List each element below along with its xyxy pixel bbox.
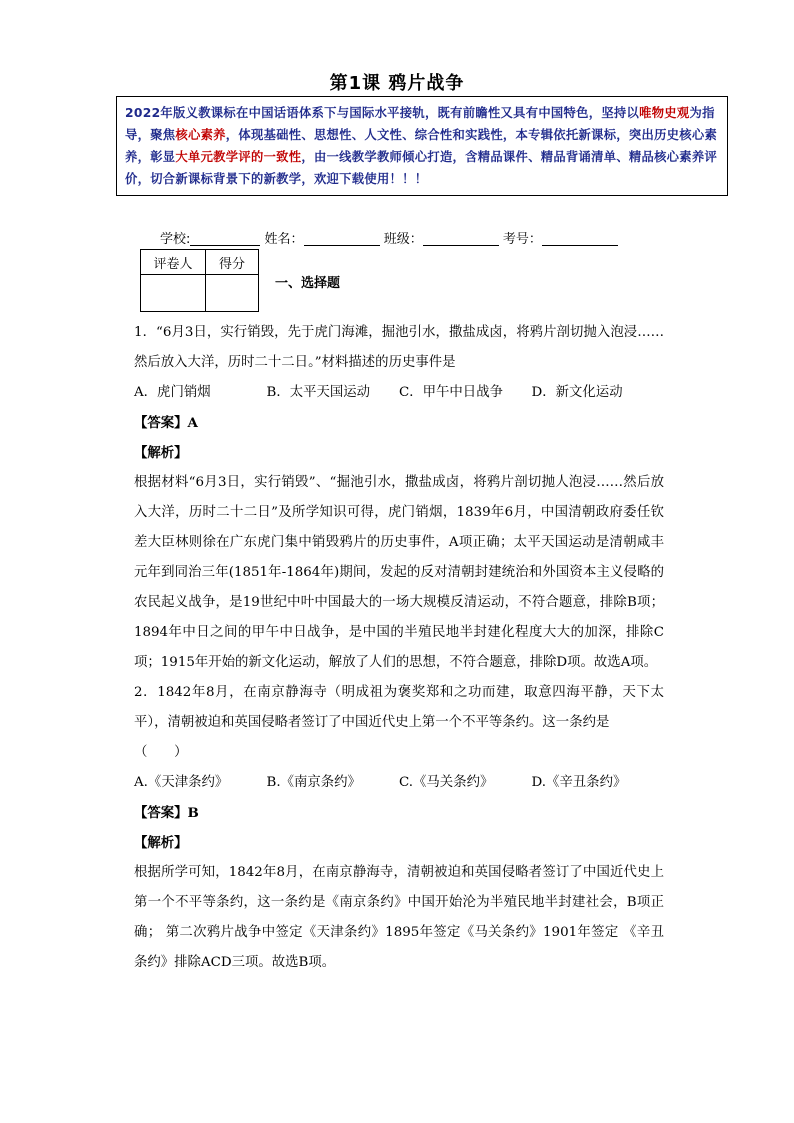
grader-header: 评卷人 [141, 250, 206, 275]
promo-text: ，由一线教学教师倾心打造，含精品课件、精品背诵清单、精品核心素养评价，切合新课标背景下的新教学，欢迎下载使用！！！ [125, 150, 718, 186]
analysis-label: 【解析】 [134, 445, 188, 461]
name-label: 姓名： [264, 232, 304, 247]
score-cell[interactable] [206, 275, 259, 312]
answer-blank: （ ） [134, 745, 188, 760]
promo-text: ，体现基础性、思想性、人文性、综合性和实践性，本专辑依托新课标，突出历史核心素养，彰显 [125, 128, 718, 164]
section-heading: 一、选择题 [275, 276, 341, 291]
questions [134, 318, 664, 978]
promo-highlight: 唯物史观 [639, 106, 690, 120]
analysis-text: 根据材料“6月3日，实行销毁”、“掘池引水，撒盐成卤，将鸦片剖切抛人泡浸……然后放入大洋，历时二十二日”及所学知识可得，虎门销烟，1839年6月，中国清朝政府委任钦差大臣林则徐在广东虎门集中销毁鸦片的历史事件，A项正确；太平天国运动是清朝咸丰元年到同治三年(1851年-1864年)期间，发起的反对清朝封建统治和外国资本主义侵略的农民起义战争，是19世纪中叶中国最大的一场大规模反清运动，不符合题意，排除B项；1894年中日之间的甲午中日战争，是中国的半殖民地半封建化程度大大的加深，排除C项；1915年开始的新文化运动，解放了人们的思想，不符合题意，排除D项。故选A项。 [134, 475, 664, 670]
school-label: 学校: [160, 232, 191, 247]
class-field[interactable] [423, 231, 499, 246]
student-info-line [160, 228, 618, 247]
option-a[interactable]: A．虎门销烟 [134, 385, 211, 400]
score-table [140, 249, 259, 312]
promo-text: 为指导，聚焦 [125, 106, 715, 142]
analysis-text: 根据所学可知，1842年8月，在南京静海寺，清朝被迫和英国侵略者签订了中国近代史上第一个不平等条约，这一条约是《南京条约》中国开始沦为半殖民地半封建社会，B项正确； 第二次鸦片战争中签定《天津条约》1895年签定《马关条约》1901年签定 《辛丑条约》排除ACD三项。故选B项。 [134, 865, 664, 970]
exam-no-label: 考号： [502, 232, 542, 247]
question-2-stem: 2．1842年8月，在南京静海寺（明成祖为褒奖郑和之功而建，取意四海平静，天下太平），清朝被迫和英国侵略者签订了中国近代史上第一个不平等条约。这一条约是 [134, 685, 664, 730]
option-c[interactable]: C.《马关条约》 [399, 775, 494, 790]
promo-highlight: 大单元教学评的一致性 [175, 150, 302, 164]
question-1-stem: 1．“6月3日，实行销毁，先于虎门海滩，掘池引水，撒盐成卤，将鸦片剖切抛入泡浸……然后放入大洋，历时二十二日。”材料描述的历史事件是 [134, 325, 664, 370]
option-a[interactable]: A.《天津条约》 [134, 775, 229, 790]
score-header: 得分 [206, 250, 259, 275]
question-2-options [134, 768, 664, 798]
exam-no-field[interactable] [542, 231, 618, 246]
lesson-title: 第1课 鸦片战争 [329, 73, 465, 94]
school-field[interactable] [190, 231, 260, 246]
option-b[interactable]: B．太平天国运动 [266, 385, 371, 400]
option-c[interactable]: C．甲午中日战争 [399, 385, 503, 400]
option-d[interactable]: D．新文化运动 [531, 385, 623, 400]
promo-highlight: 核心素养 [175, 128, 226, 142]
question-1-options [134, 378, 664, 408]
grader-cell[interactable] [141, 275, 206, 312]
promo-text: 2022年版义教课标在中国话语体系下与国际水平接轨，既有前瞻性又具有中国特色，坚持以 [125, 106, 640, 120]
analysis-label: 【解析】 [134, 835, 188, 851]
class-label: 班级： [383, 232, 423, 247]
promo-box [116, 96, 728, 196]
option-d[interactable]: D.《辛丑条约》 [531, 775, 627, 790]
option-b[interactable]: B.《南京条约》 [266, 775, 361, 790]
answer-label: 【答案】B [134, 805, 199, 821]
answer-label: 【答案】A [134, 415, 198, 431]
name-field[interactable] [304, 231, 380, 246]
